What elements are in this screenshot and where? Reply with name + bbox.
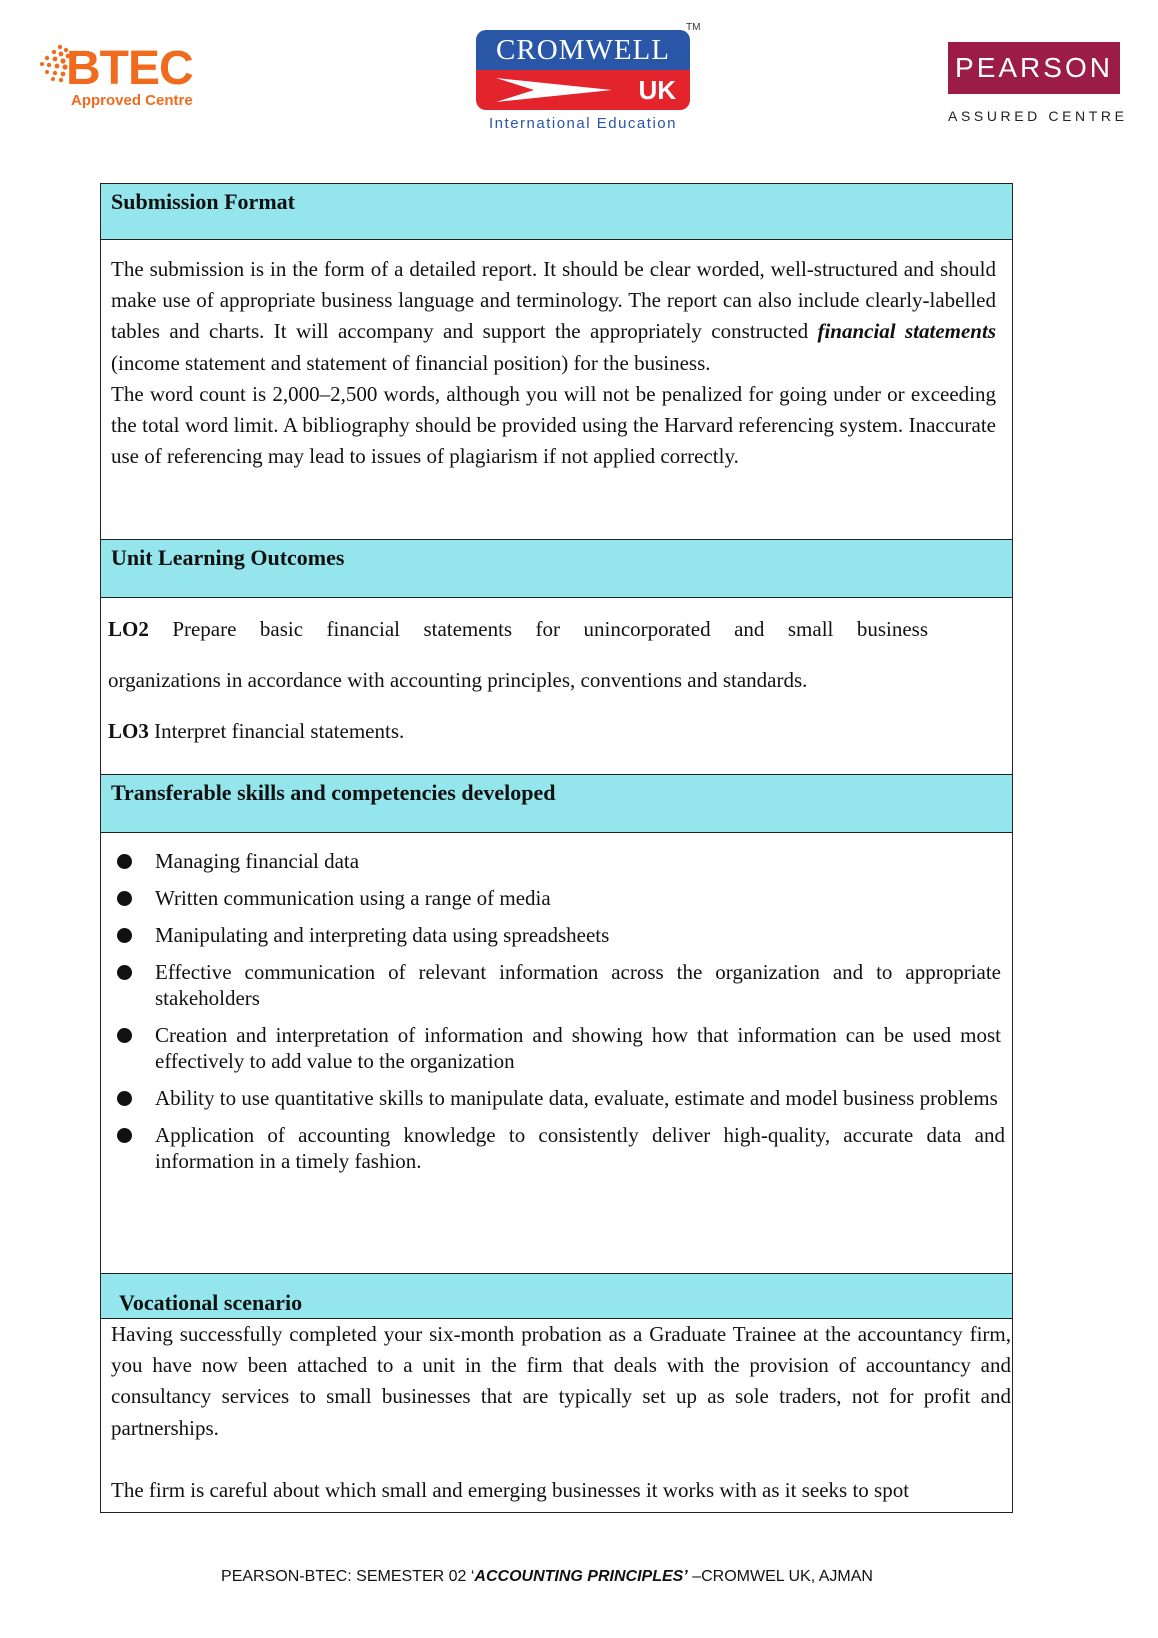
list-item: Written communication using a range of media: [117, 885, 1005, 911]
btec-logo-subtitle: Approved Centre: [71, 92, 193, 109]
learning-outcomes-title: Unit Learning Outcomes: [111, 545, 345, 570]
scenario-paragraph-1: Having successfully completed your six-month probation as a Graduate Trainee at the accountancy firm, you have now been attached to a unit in the firm that deals with the provision of accountancy and consultancy services to small businesses that are typically set up as sole traders, not for profit and partnerships.: [111, 1322, 1011, 1440]
lo2-line-2: organizations in accordance with accounting principles, conventions and standards.: [108, 668, 808, 692]
submission-paragraph-1: The submission is in the form of a detailed report. It should be clear worded, well-structured and should make use of appropriate business language and terminology. The report can also include clearly-labelled tables and charts. It will accompany and support the appropriately constructed financial statements (income statement and statement of financial position) for the business.: [111, 257, 996, 375]
list-item: Effective communication of relevant information across the organization and to appropriate stakeholders: [117, 959, 1005, 1011]
lo2-line-1: LO2 Prepare basic financial statements for unincorporated and small business: [108, 617, 928, 641]
cromwell-logo-uk: UK: [638, 75, 676, 105]
list-item: Manipulating and interpreting data using spreadsheets: [117, 922, 1005, 948]
footer-course-title: ACCOUNTING PRINCIPLES’: [474, 1568, 688, 1585]
list-item: Ability to use quantitative skills to manipulate data, evaluate, estimate and model business problems: [117, 1085, 1005, 1111]
lo3-code: LO3: [108, 719, 149, 743]
bullet-icon: [117, 1091, 132, 1106]
lo3-line: LO3 Interpret financial statements.: [108, 719, 405, 743]
cromwell-arrow-icon: [494, 76, 614, 104]
list-item: Creation and interpretation of information and showing how that information can be used most effectively to add value to the organization: [117, 1022, 1005, 1074]
list-item: Managing financial data: [117, 848, 1005, 874]
scenario-body: [111, 1319, 1011, 1506]
skills-header: [101, 774, 1012, 833]
pearson-logo: PEARSON: [948, 42, 1120, 94]
bullet-icon: [117, 854, 132, 869]
skills-list: [117, 848, 1005, 1174]
bullet-icon: [117, 965, 132, 980]
submission-paragraph-2: The word count is 2,000–2,500 words, although you will not be penalized for going under or exceeding the total word limit. A bibliography should be provided using the Harvard referencing system. Inaccurate use of referencing may lead to issues of plagiarism if not applied correctly.: [111, 381, 996, 469]
btec-logo-text: BTEC: [66, 42, 193, 95]
scenario-paragraph-2: The firm is careful about which small and emerging businesses it works with as it seeks to spot: [111, 1477, 910, 1502]
scenario-title: Vocational scenario: [119, 1290, 303, 1315]
submission-format-title: Submission Format: [111, 189, 295, 214]
cromwell-logo-name: CROMWELL: [476, 30, 690, 70]
bullet-icon: [117, 928, 132, 943]
list-item: Application of accounting knowledge to consistently deliver high-quality, accurate data and information in a timely fashion.: [117, 1122, 1005, 1174]
pearson-logo-subtitle: ASSURED CENTRE: [948, 108, 1128, 124]
bullet-icon: [117, 891, 132, 906]
lo2-code: LO2: [108, 617, 149, 641]
bullet-icon: [117, 1128, 132, 1143]
skills-title: Transferable skills and competencies developed: [111, 780, 556, 805]
learning-outcomes-header: [101, 539, 1012, 598]
submission-format-body: [111, 254, 996, 472]
scenario-header: [101, 1273, 1012, 1319]
cromwell-logo-tagline: International Education: [489, 115, 677, 128]
cromwell-tm: TM: [686, 22, 701, 33]
assignment-table: [100, 183, 1013, 1513]
cromwell-logo-band: [476, 70, 690, 110]
submission-format-header: [101, 184, 1012, 240]
financial-statements-emphasis: financial statements: [817, 319, 996, 344]
bullet-icon: [117, 1028, 132, 1043]
page-footer: PEARSON-BTEC: SEMESTER 02 ‘ACCOUNTING PRINCIPLES’ –CROMWEL UK, AJMAN: [221, 1568, 873, 1585]
